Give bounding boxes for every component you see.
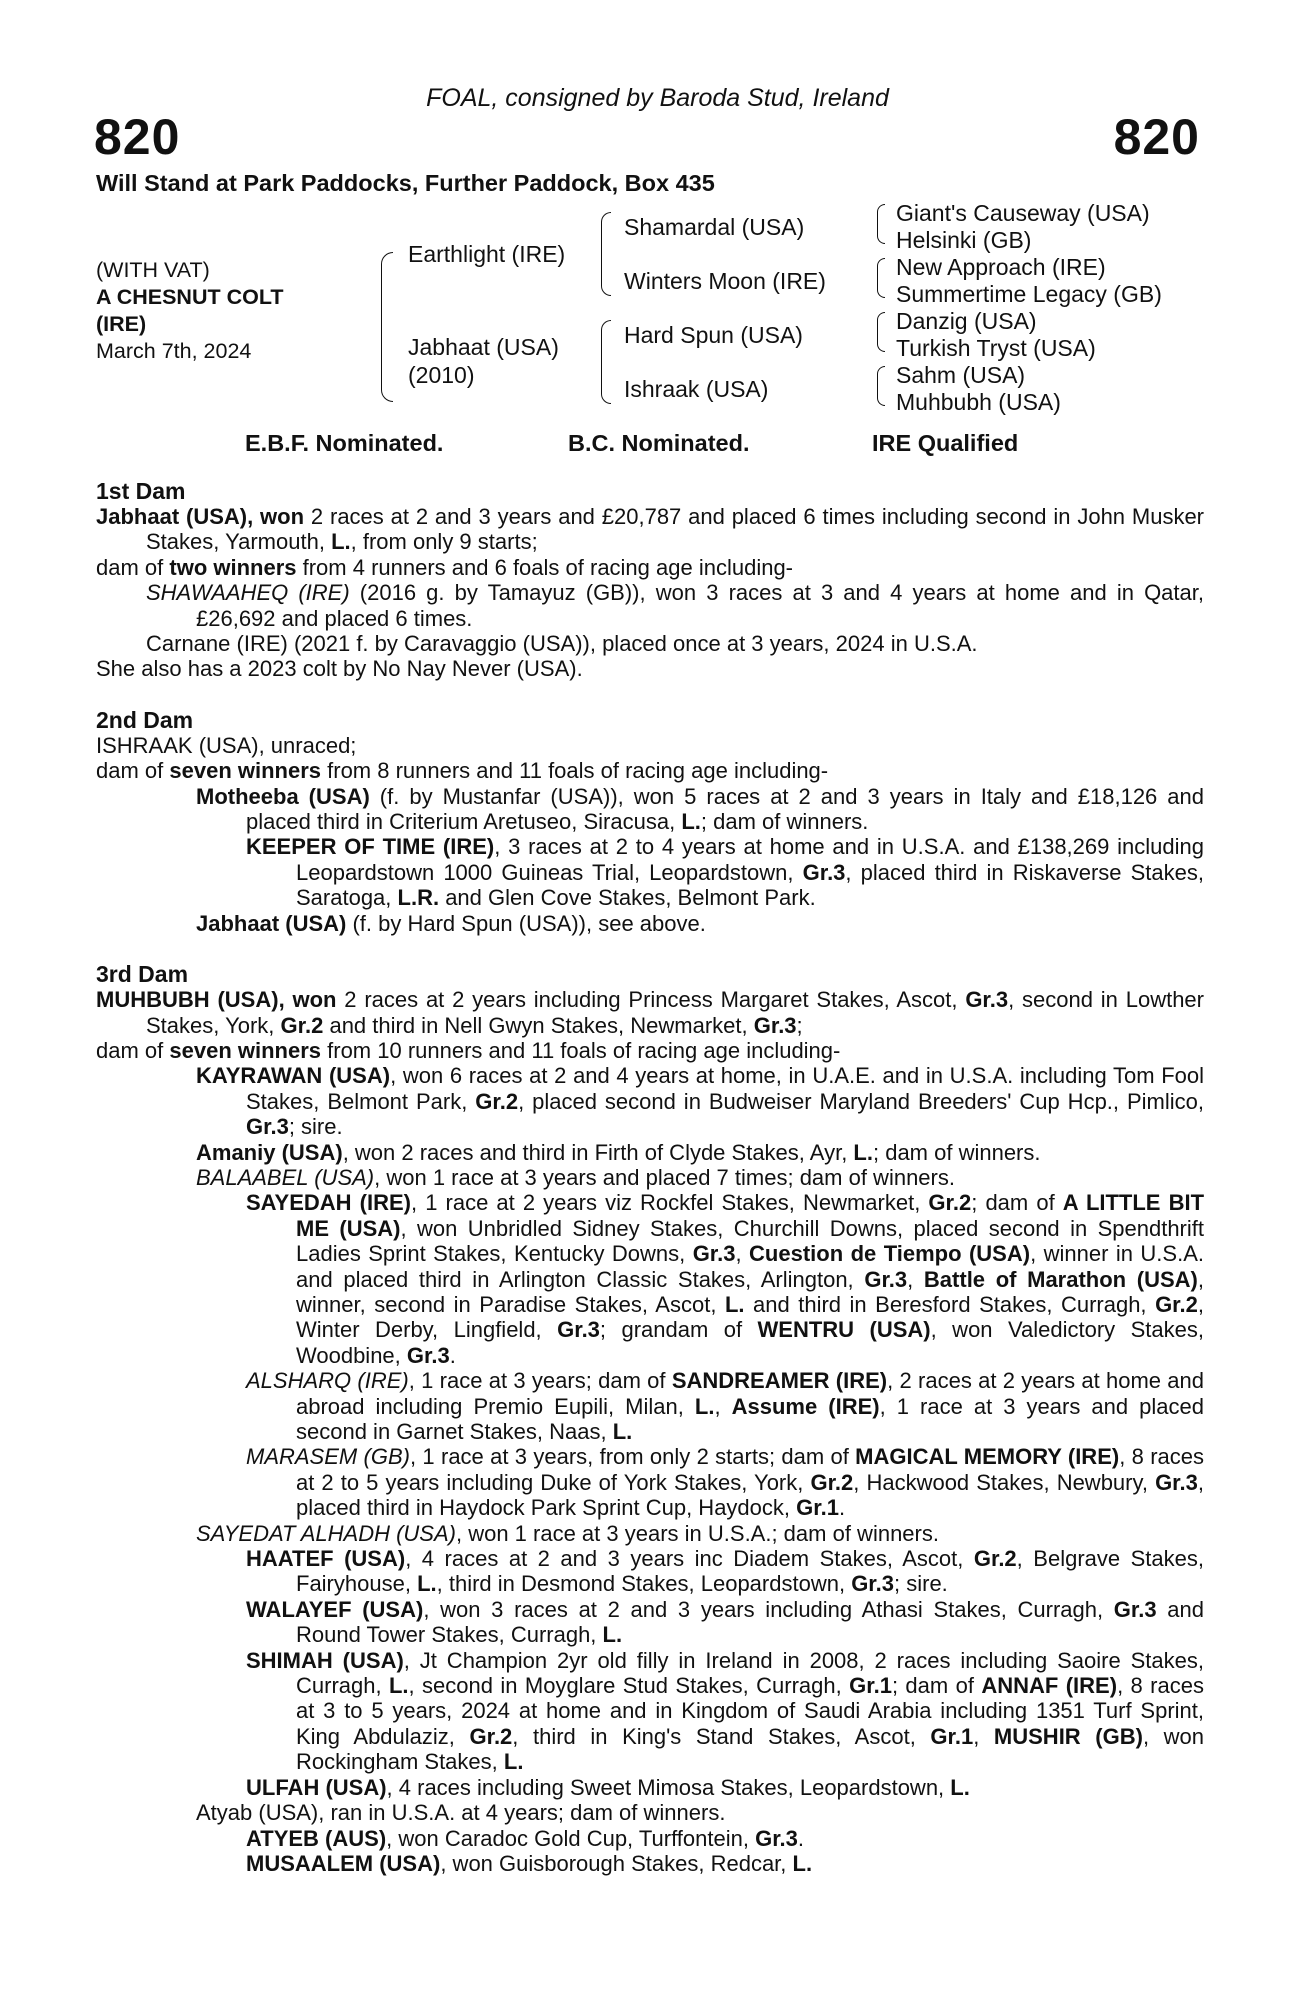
pedigree-gg-2: Helsinki (GB) — [896, 227, 1032, 253]
pedigree-dam-dam: Ishraak (USA) — [624, 376, 769, 402]
pedigree-sire: Earthlight (IRE) — [408, 241, 566, 267]
produce-entry: WALAYEF (USA), won 3 races at 2 and 3 years including Athasi Stakes, Curragh, Gr.3 and Round Tower Stakes, Curragh, L. — [246, 1596, 1204, 1648]
pedigree-brace — [877, 258, 885, 298]
produce-entry: SAYEDAT ALHADH (USA), won 1 race at 3 years in U.S.A.; dam of winners. — [196, 1520, 939, 1546]
produce-entry: BALAABEL (USA), won 1 race at 3 years and placed 7 times; dam of winners. — [196, 1164, 955, 1190]
third-dam-heading: 3rd Dam — [96, 961, 189, 988]
produce-entry: Atyab (USA), ran in U.S.A. at 4 years; dam of winners. — [196, 1800, 726, 1826]
produce-entry: SHAWAAHEQ (IRE) (2016 g. by Tamayuz (GB)), won 3 races at 3 and 4 years at home and in Qatar, £26,692 and placed 6 times. — [146, 580, 1204, 631]
pedigree-dam: Jabhaat (USA) — [408, 334, 559, 360]
produce-entry: ULFAH (USA), 4 races including Sweet Mimosa Stakes, Leopardstown, L. — [246, 1774, 970, 1800]
pedigree-gg-6: Turkish Tryst (USA) — [896, 335, 1096, 361]
pedigree-dam-year: (2010) — [408, 362, 475, 388]
produce-entry: SAYEDAH (IRE), 1 race at 2 years viz Rockfel Stakes, Newmarket, Gr.2; dam of A LITTLE BIT ME (USA), won Unbridled Sidney Stakes, Churchill Downs, placed second in Spendthrift Ladies Sprint Stakes, Kentucky Downs, Gr.3, Cuestion de Tiempo (USA), winner in U.S.A. and placed third in Arlington Classic Stakes, Arlington, Gr.3, Battle of Marathon (USA), winner, second in Paradise Stakes, Ascot, L. and third in Beresford Stakes, Curragh, Gr.2, Winter Derby, Lingfield, Gr.3; grandam of WENTRU (USA), won Valedictory Stakes, Woodbine, Gr.3. — [246, 1190, 1205, 1368]
pedigree-gg-5: Danzig (USA) — [896, 308, 1037, 334]
horse-name: A CHESNUT COLT — [96, 285, 284, 309]
produce-entry: SHIMAH (USA), Jt Champion 2yr old filly in Ireland in 2008, 2 races including Saoire Stakes, Curragh, L., second in Moyglare Stud Stakes, Curragh, Gr.1; dam of ANNAF (IRE), 8 races at 3 to 5 years, 2024 at home and in Kingdom of Saudi Arabia including 1351 Turf Sprint, King Abdulaziz, Gr.2, third in King's Stand Stakes, Ascot, Gr.1, MUSHIR (GB), won Rockingham Stakes, L. — [246, 1647, 1204, 1775]
third-dam-produce-summary: dam of seven winners from 10 runners and 11 foals of racing age including- — [96, 1037, 841, 1063]
first-dam-produce-summary: dam of two winners from 4 runners and 6 foals of racing age including- — [96, 554, 794, 580]
pedigree-dam-sire: Hard Spun (USA) — [624, 322, 803, 348]
pedigree-brace — [877, 366, 885, 406]
produce-entry: ATYEB (AUS), won Caradoc Gold Cup, Turffontein, Gr.3. — [246, 1825, 805, 1851]
pedigree-sire-dam: Winters Moon (IRE) — [624, 268, 826, 294]
ebf-nomination: E.B.F. Nominated. — [245, 430, 444, 456]
produce-entry: Motheeba (USA) (f. by Mustanfar (USA)), won 5 races at 2 and 3 years in Italy and £18,126 and placed third in Criterium Aretuseo, Siracusa, L.; dam of winners. — [196, 783, 1204, 835]
second-dam-produce-summary: dam of seven winners from 8 runners and 11 foals of racing age including- — [96, 758, 829, 784]
pedigree-gg-8: Muhbubh (USA) — [896, 389, 1061, 415]
second-dam-entry: ISHRAAK (USA), unraced; — [96, 732, 357, 758]
produce-entry: MUSAALEM (USA), won Guisborough Stakes, Redcar, L. — [246, 1850, 813, 1876]
pedigree-gg-7: Sahm (USA) — [896, 362, 1026, 388]
bc-nomination: B.C. Nominated. — [568, 430, 750, 456]
second-dam-heading: 2nd Dam — [96, 706, 194, 733]
produce-entry: Carnane (IRE) (2021 f. by Caravaggio (USA)), placed once at 3 years, 2024 in U.S.A. — [146, 631, 978, 657]
produce-entry: Amaniy (USA), won 2 races and third in Firth of Clyde Stakes, Ayr, L.; dam of winners. — [196, 1139, 1041, 1165]
first-dam-heading: 1st Dam — [96, 478, 186, 504]
produce-note: She also has a 2023 colt by No Nay Never (USA). — [96, 656, 583, 682]
produce-entry: KEEPER OF TIME (IRE), 3 races at 2 to 4 years at home and in U.S.A. and £138,269 including Leopardstown 1000 Guineas Trial, Leopardstown, Gr.3, placed third in Riskaverse Stakes, Saratoga, L.R. and Glen Cove Stakes, Belmont Park. — [246, 834, 1204, 911]
pedigree-brace — [601, 212, 611, 296]
pedigree-brace — [381, 252, 393, 402]
horse-details — [96, 257, 284, 365]
produce-entry: HAATEF (USA), 4 races at 2 and 3 years inc Diadem Stakes, Ascot, Gr.2, Belgrave Stakes, Fairyhouse, L., third in Desmond Stakes, Leopardstown, Gr.3; sire. — [246, 1546, 1204, 1597]
ire-qualified: IRE Qualified — [872, 430, 1019, 456]
third-dam-entry: MUHBUBH (USA), won 2 races at 2 years including Princess Margaret Stakes, Ascot, Gr.3, second in Lowther Stakes, York, Gr.2 and third in Nell Gwyn Stakes, Newmarket, Gr.3; — [96, 987, 1204, 1038]
vat-note: (WITH VAT) — [96, 258, 210, 282]
produce-entry: Jabhaat (USA) (f. by Hard Spun (USA)), see above. — [196, 910, 706, 936]
first-dam-entry: Jabhaat (USA), won 2 races at 2 and 3 years and £20,787 and placed 6 times including second in John Musker Stakes, Yarmouth, L., from only 9 starts; — [96, 504, 1205, 555]
produce-entry: MARASEM (GB), 1 race at 3 years, from only 2 starts; dam of MAGICAL MEMORY (IRE), 8 races at 2 to 5 years including Duke of York Stakes, York, Gr.2, Hackwood Stakes, Newbury, Gr.3, placed third in Haydock Park Sprint Cup, Haydock, Gr.1. — [246, 1444, 1204, 1521]
horse-country: (IRE) — [96, 312, 147, 336]
produce-entry: ALSHARQ (IRE), 1 race at 3 years; dam of SANDREAMER (IRE), 2 races at 2 years at home and abroad including Premio Eupili, Milan, L., Assume (IRE), 1 race at 3 years and placed second in Garnet Stakes, Naas, L. — [246, 1368, 1205, 1444]
pedigree-gg-4: Summertime Legacy (GB) — [896, 281, 1162, 307]
consignment-line: FOAL, consigned by Baroda Stud, Ireland — [426, 84, 889, 112]
lot-number-left: 820 — [94, 109, 181, 165]
lot-number-right: 820 — [1113, 109, 1200, 165]
stand-location: Will Stand at Park Paddocks, Further Paddock, Box 435 — [96, 170, 715, 196]
pedigree-brace — [601, 320, 611, 404]
pedigree-notes — [96, 478, 1204, 1876]
pedigree-gg-3: New Approach (IRE) — [896, 254, 1106, 280]
foaling-date: March 7th, 2024 — [96, 339, 252, 363]
pedigree-gg-1: Giant's Causeway (USA) — [896, 200, 1150, 226]
pedigree-brace — [877, 312, 885, 352]
pedigree-sire-sire: Shamardal (USA) — [624, 214, 805, 240]
produce-entry: KAYRAWAN (USA), won 6 races at 2 and 4 years at home, in U.A.E. and in U.S.A. including Tom Fool Stakes, Belmont Park, Gr.2, placed second in Budweiser Maryland Breeders' Cup Hcp., Pimlico, Gr.3; sire. — [196, 1063, 1204, 1140]
pedigree-brace — [877, 204, 885, 244]
